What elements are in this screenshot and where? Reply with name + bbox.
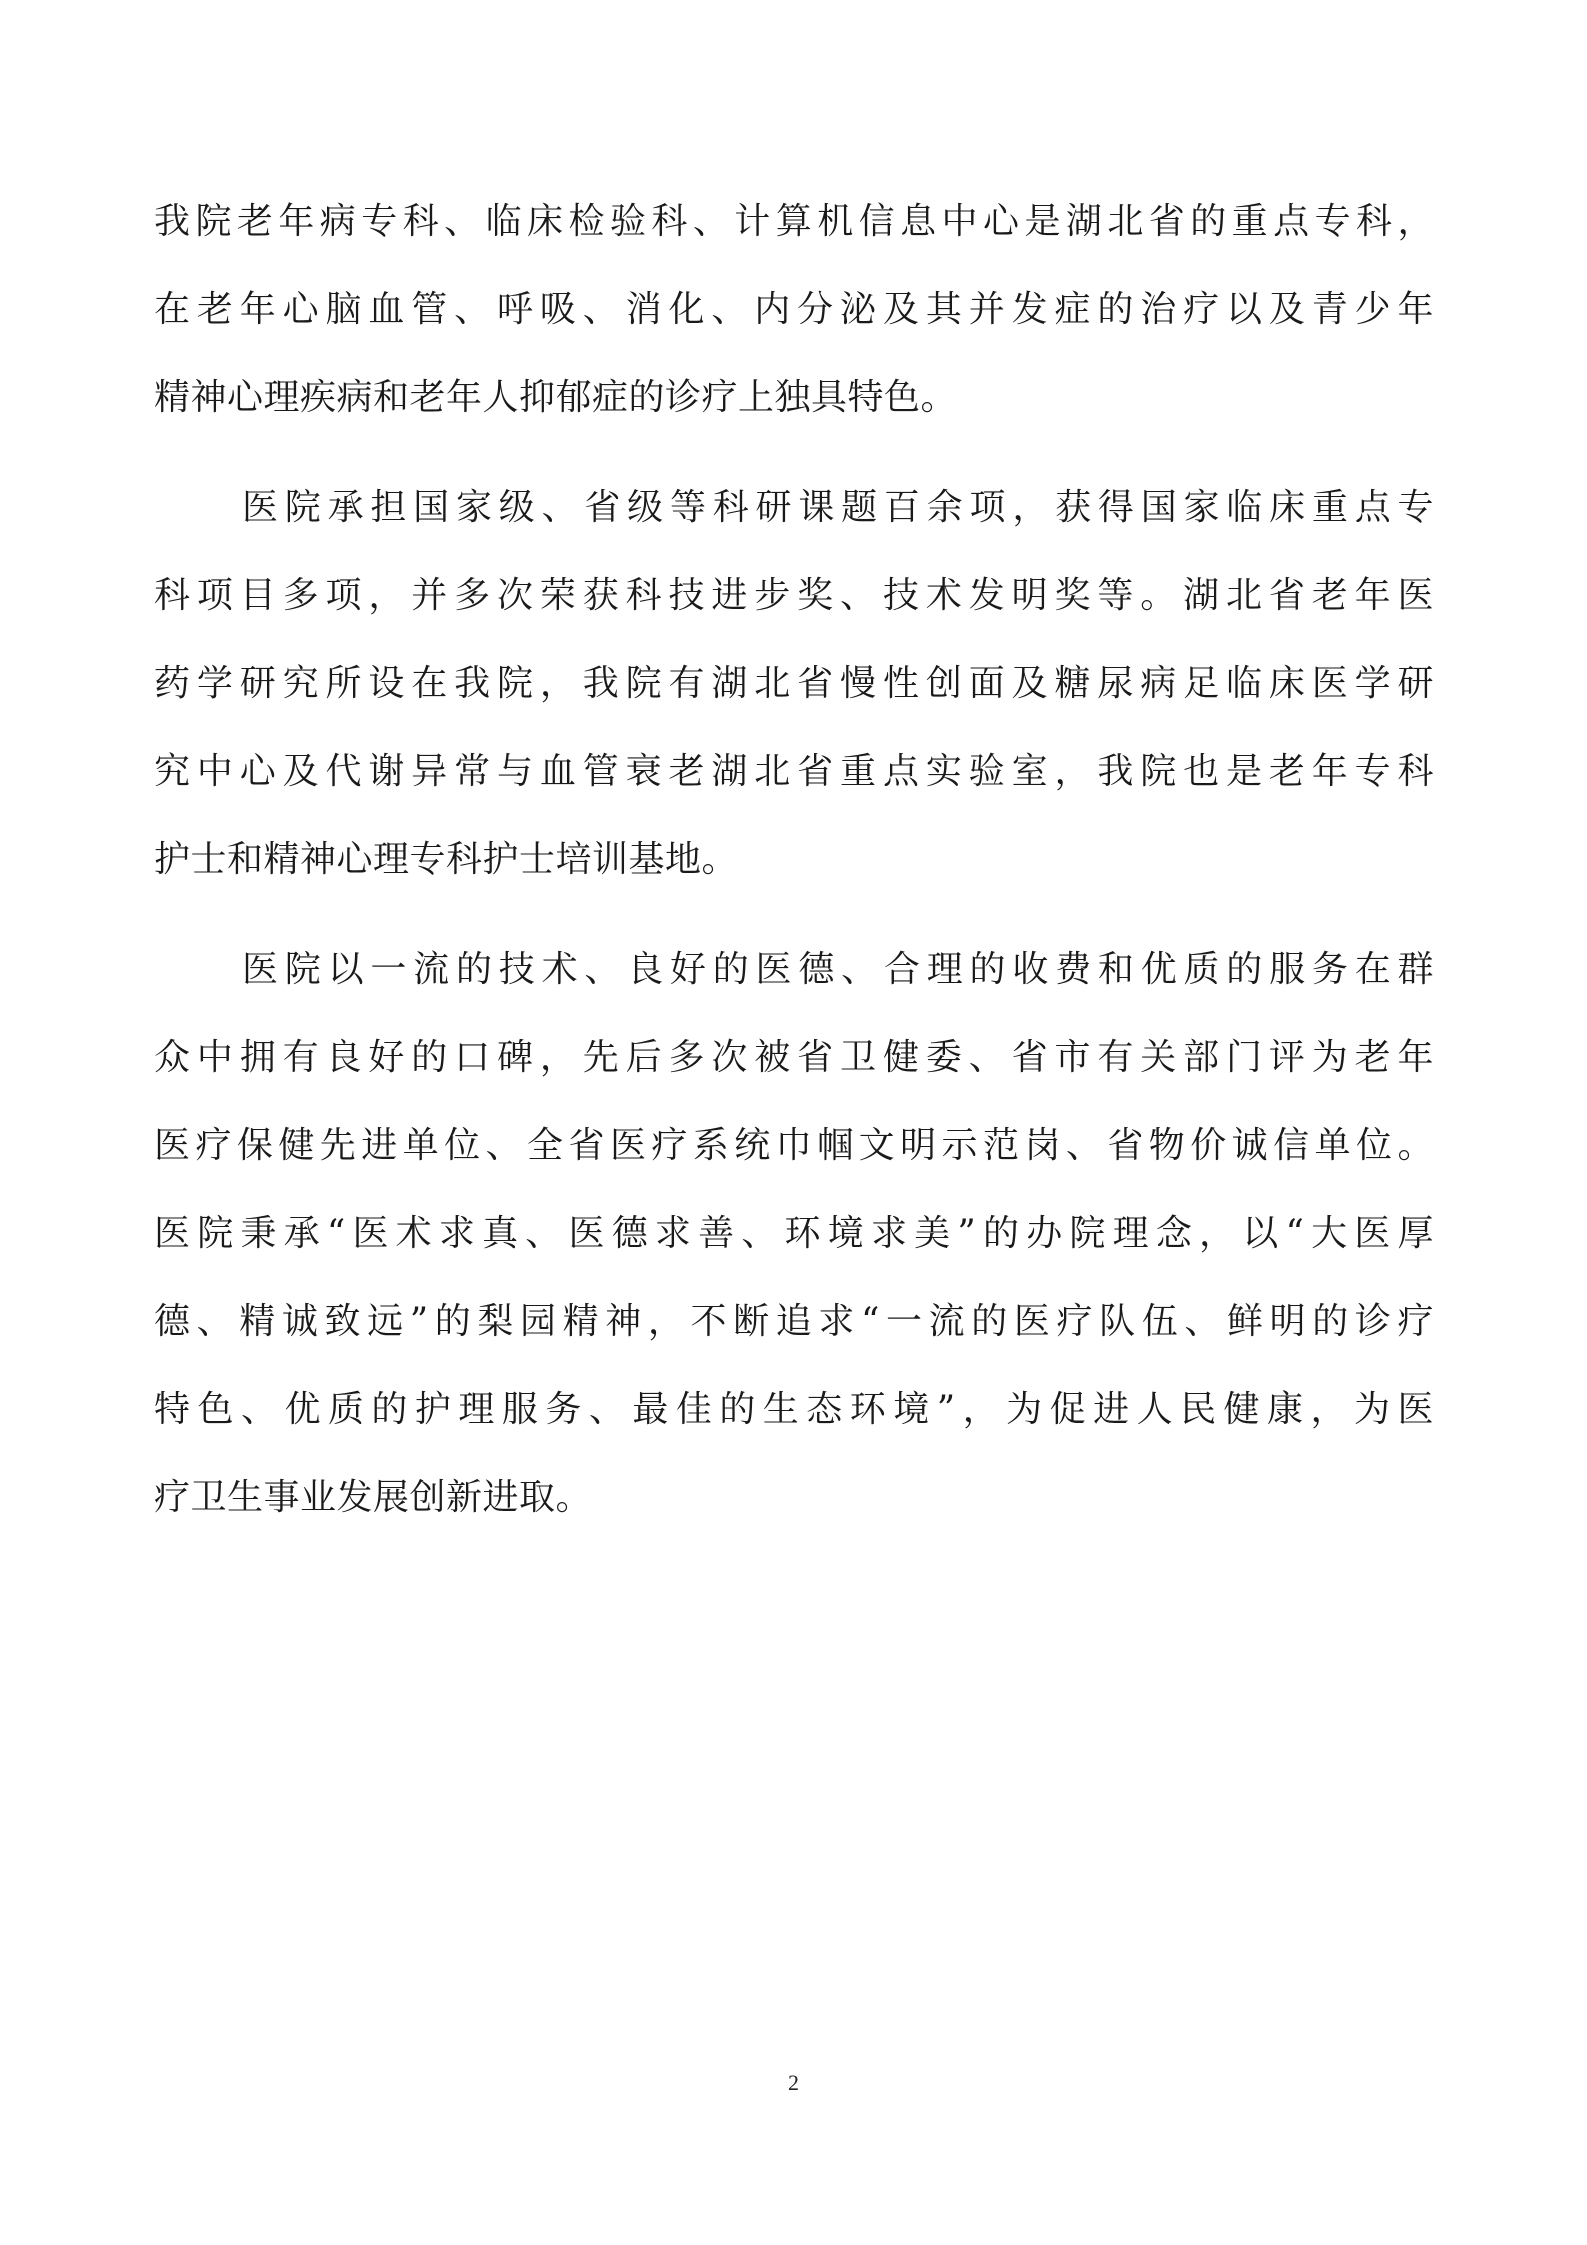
paragraph-line: 在老年心脑血管、呼吸、消化、内分泌及其并发症的治疗以及青少年 [154,289,1434,330]
paragraph-line: 医院秉承“医术求真、医德求善、环境求美”的办院理念，以“大医厚 [154,1213,1434,1254]
body-text [154,178,1434,1542]
paragraph-line: 特色、优质的护理服务、最佳的生态环境”，为促进人民健康，为医 [154,1389,1434,1430]
paragraph-line: 科项目多项，并多次荣获科技进步奖、技术发明奖等。湖北省老年医 [154,575,1434,616]
paragraph-line: 医院承担国家级、省级等科研课题百余项，获得国家临床重点专 [242,487,1434,528]
paragraph-line: 究中心及代谢异常与血管衰老湖北省重点实验室，我院也是老年专科 [154,751,1434,792]
paragraph-1 [154,178,1434,442]
paragraph-line: 医院以一流的技术、良好的医德、合理的收费和优质的服务在群 [242,949,1434,990]
paragraph-3 [154,926,1434,1542]
paragraph-2 [154,464,1434,904]
paragraph-line: 护士和精神心理专科护士培训基地。 [154,839,739,880]
paragraph-line: 疗卫生事业发展创新进取。 [154,1477,593,1518]
paragraph-line: 药学研究所设在我院，我院有湖北省慢性创面及糖尿病足临床医学研 [154,663,1434,704]
paragraph-line: 我院老年病专科、临床检验科、计算机信息中心是湖北省的重点专科， [154,201,1434,242]
paragraph-line: 医疗保健先进单位、全省医疗系统巾帼文明示范岗、省物价诚信单位。 [154,1125,1434,1166]
paragraph-line: 德、精诚致远”的梨园精神，不断追求“一流的医疗队伍、鲜明的诊疗 [154,1301,1434,1342]
page-number: 2 [788,2070,799,2095]
paragraph-line: 精神心理疾病和老年人抑郁症的诊疗上独具特色。 [154,377,958,418]
paragraph-line: 众中拥有良好的口碑，先后多次被省卫健委、省市有关部门评为老年 [154,1037,1434,1078]
